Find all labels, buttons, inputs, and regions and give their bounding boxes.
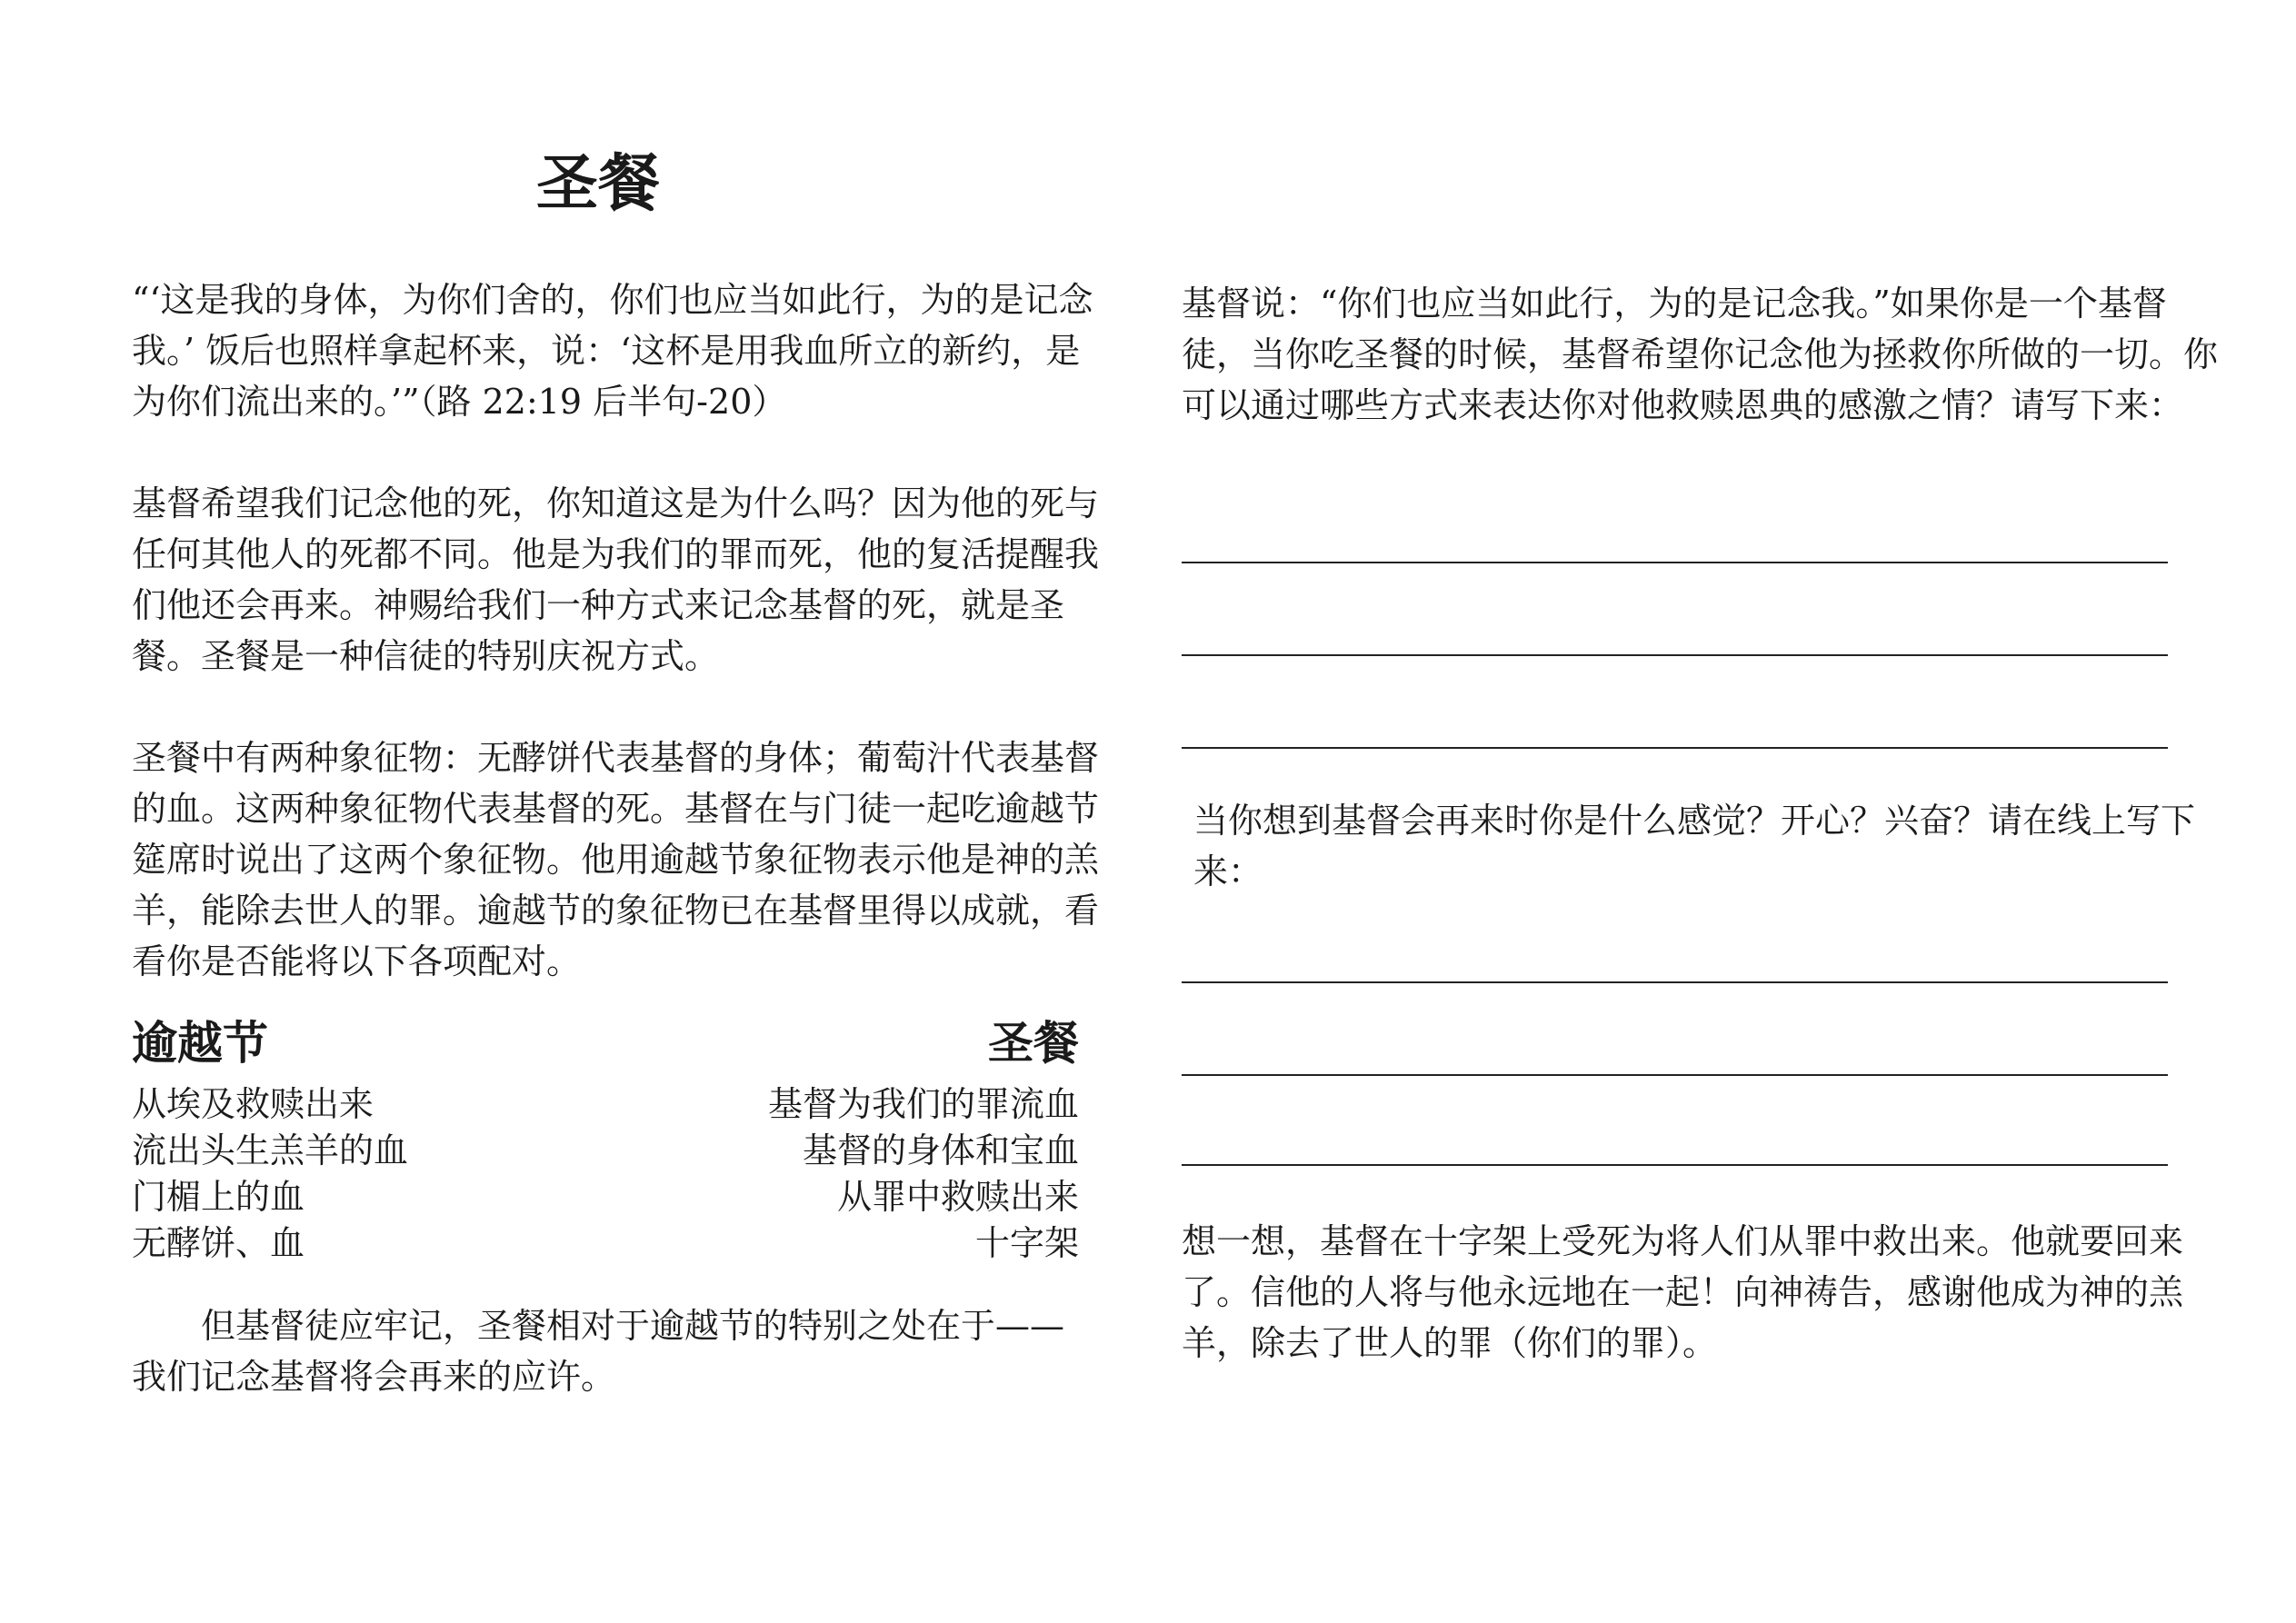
scripture-quote: “‘这是我的身体，为你们舍的，你们也应当如此行，为的是记念我。’ 饭后也照样拿起杯来，说：‘这杯是用我血所立的新约，是为你们流出来的。’”（路 22:19 后半句-20） (132, 280, 1093, 422)
communion-item: 基督的身体和宝血 (802, 1130, 1079, 1170)
matching-header (132, 1016, 1079, 1070)
match-row (132, 1174, 1079, 1220)
passover-item: 无酵饼、血 (132, 1223, 305, 1263)
answer-line[interactable] (1182, 1074, 2168, 1076)
answer-line[interactable] (1182, 562, 2168, 563)
passover-item: 门楣上的血 (132, 1177, 305, 1217)
communion-heading: 圣餐 (988, 1016, 1079, 1070)
answer-line[interactable] (1182, 747, 2168, 749)
reflection-paragraph: 想一想，基督在十字架上受死为将人们从罪中救出来。他就要回来了。信他的人将与他永远地在一起！向神祷告，感谢他成为神的羔羊，除去了世人的罪（你们的罪）。 (1182, 1221, 2184, 1363)
communion-item: 十字架 (974, 1223, 1079, 1263)
symbols-paragraph: 圣餐中有两种象征物：无酵饼代表基督的身体；葡萄汁代表基督的血。这两种象征物代表基督的死。基督在与门徒一起吃逾越节筵席时说出了这两个象征物。他用逾越节象征物表示他是神的羔羊，能除去世人的罪。逾越节的象征物已在基督里得以成就，看看你是否能将以下各项配对。 (132, 738, 1100, 981)
communion-item: 从罪中救赎出来 (836, 1177, 1079, 1217)
left-column (132, 274, 1104, 987)
communion-item: 基督为我们的罪流血 (767, 1084, 1079, 1124)
right-column (1182, 278, 2222, 431)
match-row (132, 1128, 1079, 1174)
question-1: 基督说：“你们也应当如此行，为的是记念我。”如果你是一个基督徒，当你吃圣餐的时候，基督希望你记念他为拯救你所做的一切。你可以通过哪些方式来表达你对他救赎恩典的感激之情？请写下来： (1182, 284, 2219, 425)
match-row (132, 1081, 1079, 1128)
matching-exercise (132, 1081, 1079, 1267)
question-2: 当你想到基督会再来时你是什么感觉？开心？兴奋？请在线上写下来： (1193, 801, 2196, 891)
answer-line[interactable] (1182, 654, 2168, 656)
page-title: 圣餐 (536, 147, 661, 220)
answer-line[interactable] (1182, 1164, 2168, 1166)
passover-heading: 逾越节 (132, 1016, 268, 1070)
match-row (132, 1220, 1079, 1267)
closing-paragraph: 但基督徒应牢记，圣餐相对于逾越节的特别之处在于——我们记念基督将会再来的应许。 (132, 1306, 1065, 1397)
remembrance-paragraph: 基督希望我们记念他的死，你知道这是为什么吗？因为他的死与任何其他人的死都不同。他是为我们的罪而死，他的复活提醒我们他还会再来。神赐给我们一种方式来记念基督的死，就是圣餐。圣餐是一种信徒的特别庆祝方式。 (132, 483, 1100, 676)
passover-item: 流出头生羔羊的血 (132, 1130, 409, 1170)
answer-line[interactable] (1182, 981, 2168, 983)
passover-item: 从埃及救赎出来 (132, 1084, 374, 1124)
